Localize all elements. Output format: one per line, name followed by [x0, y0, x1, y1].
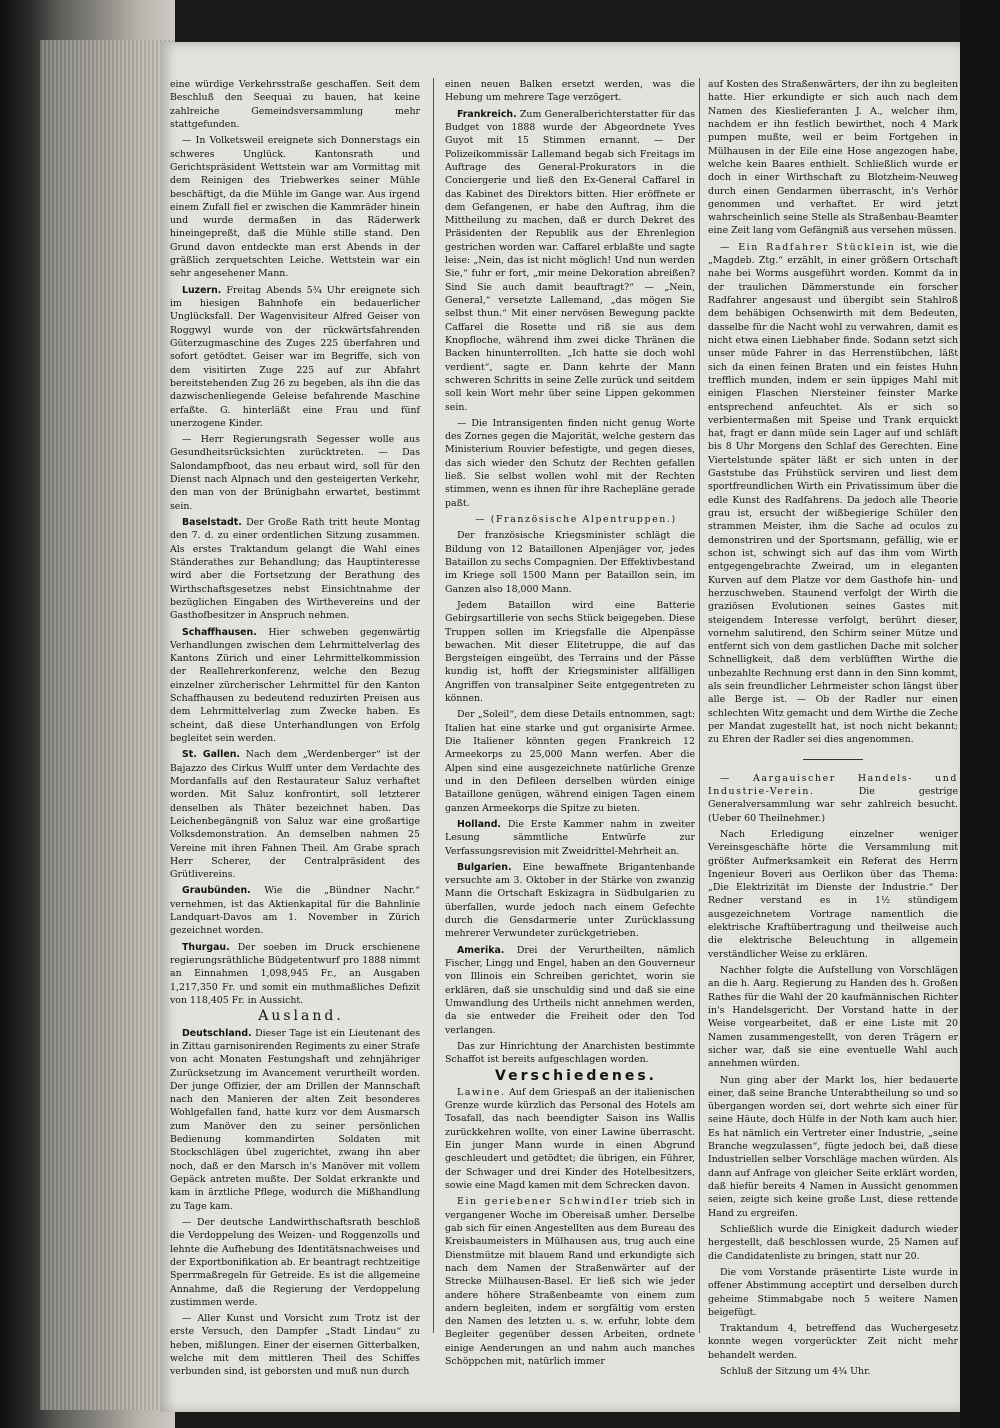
column-1	[170, 78, 420, 1382]
article-text: Dieser Tage ist ein Lieutenant des in Zittau garnisonirenden Regiments zu einer Strafe von acht Monaten Festungshaft und zehnjähriger Zurücksetzung im Avancement verurtheilt worden. Der junge Offizier, der am Drillen der Mannschaft nach den Manieren der alten Zeit besonderes Wohlgefallen fand, hatte kurz vor dem Ausmarsch zum Manöver den zu seiner persönlichen Bedienung kommandirten Soldaten mit Stockschlägen übel zugerichtet, zwang ihn aber noch, daß er den Marsch in's Manöver mit vollem Gepäck antreten mußte. Der Soldat erkrankte und kam in ärztliche Pflege, wodurch die Mißhandlung zu Tage kam.	[170, 1027, 421, 1212]
article-alpentruppen: Der französische Kriegsminister schlägt die Bildung von 12 Bataillonen Alpenjäger vor, jedes Bataillon zu sechs Compagnien. Der Effektivbestand im Kriege soll 1500 Mann per Bataillon sein, im Ganzen also 18,000 Mann.	[445, 530, 695, 595]
article-text: Drei der Verurtheilten, nämlich Fischer, Lingg und Engel, haben an den Gouverneur von Illinois ein Schreiben gerichtet, worin sie erklären, daß sie unschuldig sind und daß sie eine Umwandlung des Urtheils nicht annehmen werden, da sie entweder die Freiheit oder den Tod verlangen.	[445, 944, 695, 1036]
article-luzern	[170, 284, 420, 430]
column-2	[445, 78, 695, 1371]
article-bataillon: Jedem Bataillon wird eine Batterie Gebirgsartillerie von sechs Stück beigegeben. Diese Truppen sollen im Kriegsfalle die Alpenpässe bewachen. Mit dieser Elitetruppe, die auf das Bergsteigen eingeübt, des Terrains und der Pässe kundig ist, hofft der Kriegsminister allfälligen Angriffen von transalpiner Seite entgegentreten zu können.	[445, 599, 695, 705]
article-text: einen neuen Balken ersetzt werden, was die Hebung um mehrere Tage verzögert.	[445, 79, 695, 104]
article-text: ist, wie die „Magdeb. Ztg.“ erzählt, in einer größern Ortschaft nahe bei Worms ausgeführt worden. Kommt da in der traulichen Dämmerstunde ein forscher Radfahrer angesaust und übergibt sein Stahlroß dem behäbigen Ochsenwirth mit dem Bedeuten, dasselbe für die Nacht wohl zu verwahren, damit es nicht etwa einen Liebhaber finde. Sodann setzt sich unser müde Fahrer in das Herrenstübchen, läßt sich da einen feinen Braten und ein feistes Huhn trefflich munden, indem er sein üppiges Mahl mit einigen Flaschen Niersteiner feinster Marke entsprechend anfeuchtet. Als er sich so verbientermaßen mit Speise und Trank erquickt hat, fragt er dann müde sein Lager auf und schläft bis 8 Uhr Morgens den Schlaf des Gerechten. Eine Viertelstunde später läßt er sich unten in der Gaststube das Frühstück serviren und liest dem sportfreundlichen Wirth ein Privatissimum über die edle Kunst des Radfahrens. Da jedoch alle Theorie grau ist, ersucht der wißbegierige Schüler den strammen Meister, ihm die Sache ad oculos zu demonstriren und der Sportsmann, gefällig, wie er schon ist, schwingt sich auf das ihm vom Wirth entgegengebrachte Zweirad, um in eleganten Kurven auf dem Platze vor dem Gasthofe hin- und herzuschweben. Staunend verfolgt der Wirth die graziösen Evolutionen seines Gastes mit steigendem Interesse verfolgt, berührt dieser, vornehm salutirend, den Schirm seiner Mütze und entfernt sich von dem gastlichen Dache mit solcher Schnelligkeit, daß dem verblüfften Wirthe die unbezahlte Rechnung erst dann in den Sinn kommt, als sein freundlicher Lehrmeister schon längst über alle Berge ist. — Ob der Radler nur einen schlechten Witz gemacht und dem Wirthe die Zeche per Mandat zugestellt hat, ist noch nicht bekannt; zu Ehren der Radler sei dies angenommen.	[708, 241, 958, 746]
article-markt: Nun ging aber der Markt los, hier bedauerte einer, daß seine Branche Unterabtheilung so und so übergangen worden sei, dort wehrte sich einer für seine Häute, doch Hülfe in der Noth kam auch hier. Es hat nämlich ein Vertreter einer Industrie, „seine Branche wegzulassen“, fügte jedoch bei, daß diese Industriellen selber Vorschläge machen würden. Als dann auf Anfrage von gleicher Seite erklärt worden, daß hiefür bereits 4 Namen in Aussicht genommen seien, zeigte sich keine große Lust, diese rettende Hand zu ergreifen.	[708, 1074, 958, 1219]
article-lawine	[445, 1086, 695, 1193]
article-deutschland	[170, 1027, 420, 1213]
article-radfahrer	[708, 241, 958, 747]
section-keyword: Bulgarien.	[457, 861, 512, 873]
scan-border	[960, 0, 1000, 1428]
article-segesser: — Herr Regierungsrath Segesser wolle aus Gesundheitsrücksichten zurücktreten. — Das Salondampfboot, das neu erbaut wird, soll für den Dienst nach Alpnach und den gesteigerten Verkehr, den man von der Brünigbahn erwartet, bestimmt sein.	[170, 434, 420, 512]
subheading-alpentruppen: — (Französische Alpentruppen.)	[475, 514, 677, 525]
article-vorschlaege: Nachher folgte die Aufstellung von Vorschlägen an die h. Aarg. Regierung zu Handen des h. Großen Rathes für die Wahl der 20 kaufmännischen Richter in's Handelsgericht. Der Vorstand hatte in der Weise vorgearbeitet, daß er eine Liste mit 20 Namen zusammengestellt, von deren Trägern er sicher war, daß sie eine eventuelle Wahl auch annehmen würden.	[708, 965, 958, 1070]
article-landwirthschaftsrath: — Der deutsche Landwirthschaftsrath beschloß die Verdoppelung des Weizen- und Roggenzolls und lehnte die Aufhebung des Identitätsnachweises und der Exportbonifikation ab. Er beantragt rechtzeitige Sperrmaßregeln für Getreide. Es ist die allgemeine Annahme, daß die Regierung der Verdoppelung zustimmen werde.	[170, 1216, 420, 1308]
section-keyword: Thurgau.	[182, 941, 230, 953]
article-thurgau	[170, 941, 420, 1008]
article-frankreich	[445, 108, 695, 414]
section-keyword: Luzern.	[182, 284, 222, 296]
section-keyword: Graubünden.	[182, 885, 251, 897]
article-handelsverein	[708, 772, 958, 825]
section-keyword: Frankreich.	[457, 108, 517, 120]
article-text: Die Erste Kammer nahm in zweiter Lesung sämmtliche Entwürfe zur Verfassungsrevision mit Zweidrittel-Mehrheit an.	[445, 818, 696, 857]
column-rule	[433, 78, 434, 1333]
section-keyword: Schaffhausen.	[182, 626, 257, 638]
article-volketsweil: — In Volketsweil ereignete sich Donnerstags ein schweres Unglück. Kantonsrath und Gerichtspräsident Wettstein war am Vormittag mit dem Reinigen des Triebwerkes seiner Mühle beschäftigt, da die Mühle im Gange war. Aus irgend einem Zufall fiel er zwischen die Kammräder hinein und wurde dermaßen in das Räderwerk hineingepreßt, daß die Mühle stille stand. Den Grund davon entdeckte man erst Abends in der gräßlich zerquetschten Leiche. Wettstein war ein sehr angesehener Mann.	[170, 135, 420, 280]
article-text: Freitag Abends 5¾ Uhr ereignete sich im hiesigen Bahnhofe ein bedauerlicher Unglücksfall. Der Wagenvisiteur Alfred Geiser von Roggwyl wurde von der rückwärtsfahrenden Güterzugmaschine des Zuges 225 überfahren und sofort getödtet. Geiser war im Begriffe, sich von dem visitirten Zuge 225 auf zur Abfahrt bereitstehenden Zug 26 zu begeben, als ihn die das dazwischenliegende Geleise befahrende Maschine erfaßte. G. hinterläßt eine Frau und fünf unerzogene Kinder.	[170, 284, 420, 429]
article-intransigenten: — Die Intransigenten finden nicht genug Worte des Zornes gegen die Majorität, welche gestern das Ministerium Rouvier befestigte, und gegen dieses, das sich wieder den Schutz der Rechten gefallen ließ. Sie selbst wollen wohl mit der Rechten stimmen, wenn es ihnen für ihre Rachepläne gerade paßt.	[445, 417, 695, 509]
article-soleil: Der „Soleil“, dem diese Details entnommen, sagt: Italien hat eine starke und gut organisirte Armee. Die Italiener könnten gegen Frankreich 12 Armeekorps zu 25,000 Mann werfen. Aber die Alpen sind eine ausgezeichnete natürliche Grenze und in den Defileen derselben würden einige Bataillone genügen, während einigen Tagen einem ganzen Armeekorps die Spitze zu bieten.	[445, 709, 695, 814]
article-text: Auf dem Griespaß an der italienischen Grenze wurde kürzlich das Personal des Hotels am Tosafall, das nach beendigter Saison ins Wallis zurückkehren wollte, von einer Lawine überrascht. Ein junger Mann wurde in einen Abgrund geschleudert und getödtet; die übrigen, ein Führer, der Schwager und drei Kinder des Hotelbesitzers, sowie eine Magd kamen mit dem Schrecken davon.	[445, 1086, 696, 1191]
article-text: Eine bewaffnete Brigantenbande versuchte am 3. Oktober in der Stärke von zwanzig Mann die Ortschaft Eskizagra in Südbulgarien zu überfallen, wurde jedoch nach einem Gefechte durch die Gensdarmerie unter Zurücklassung mehrerer Verwundeter zurückgetrieben.	[445, 861, 695, 940]
article-liste: Die vom Vorstande präsentirte Liste wurde in offener Abstimmung acceptirt und derselben durch geheime Stimmabgabe noch 5 weitere Namen beigefügt.	[708, 1266, 958, 1318]
article-basel	[170, 516, 420, 623]
article-amerika	[445, 944, 695, 1037]
article-text: eine würdige Verkehrsstraße geschaffen. Seit dem Beschluß den Seequai zu bauen, hat keine zahlreiche Gemeindsversammlung mehr stattgefunden.	[170, 79, 420, 130]
section-keyword: Lawine.	[457, 1086, 506, 1098]
section-keyword: Baselstadt.	[182, 517, 242, 528]
article-text: trieb sich in vergangener Woche im Obereisaß umher. Derselbe gab sich für einen Angestellten aus dem Bureau des Kreisbaumeisters in Mülhausen aus, trug auch eine Dienstmütze mit blauem Rand und erkundigte sich nach dem Namen der Straßenwärter auf der Strecke Mülhausen-Basel. Er ließ sich wie jeder andere höhere Straßenbeamte von einem zum andern begleiten, indem er sorgfältig vom ersten den Namen des letzten u. s. w. erfuhr, lobte dem Begleiter gegenüber dessen Arbeiten, ordnete einige Aenderungen an und nahm auch manches Schöppchen mit, natürlich immer	[445, 1196, 695, 1368]
article-bulgarien	[445, 861, 695, 941]
section-heading-ausland: Ausland.	[258, 1008, 344, 1025]
page-edges	[40, 40, 175, 1410]
article-text: Die gestrige Generalversammlung war sehr zahlreich besucht. (Ueber 60 Theilnehmer.)	[708, 785, 959, 824]
article-referat: Nach Erledigung einzelner weniger Vereinsgeschäfte hörte die Versammlung mit größter Aufmerksamkeit ein Referat des Herrn Ingenieur Boveri aus Oerlikon über das Thema: „Die Elektrizität im Dienste der Industrie.“ Der Redner verstand es in 1½ stündigem ausgezeichnetem Vortrage namentlich die elektrische Kraftübertragung und theilweise auch die elektrische Beleuchtung in allgemein verständlicher Weise zu erklären.	[708, 828, 958, 960]
article-text: Nach dem „Werdenberger“ ist der Bajazzo des Cirkus Wulff unter dem Verdachte des Mordanfalls auf den Restaurateur Saluz verhaftet worden. Mit Saluz konfrontirt, soll letzterer denselben als Thäter bezeichnet haben. Das Leichenbegängniß von Saluz war eine großartige Volksdemonstration. An demselben nahmen 25 Vereine mit ihren Fahnen Theil. Am Grabe sprach Herr Scherer, der Centralpräsident des Grütlivereins.	[170, 749, 420, 881]
column-rule	[699, 78, 700, 1333]
section-keyword: Holland.	[457, 818, 501, 830]
section-keyword: Ein geriebener Schwindler	[457, 1196, 629, 1208]
article-holland	[445, 818, 695, 858]
article-anarchisten: Das zur Hinrichtung der Anarchisten bestimmte Schaffot ist bereits aufgeschlagen worden.	[445, 1040, 695, 1066]
section-keyword: Amerika.	[457, 944, 505, 956]
section-divider	[803, 759, 863, 760]
column-3	[708, 78, 958, 1381]
article-text: Der soeben im Druck erschienene regierungsräthliche Büdgetentwurf pro 1888 nimmt an Einnahmen 1,098,945 Fr., an Ausgaben 1,217,350 Fr. und somit ein muthmaßliches Defizit von 118,405 Fr. in Aussicht.	[170, 941, 420, 1006]
section-keyword: Deutschland.	[182, 1027, 252, 1039]
section-keyword: — Aargauischer Handels- und Industrie-Verein.	[708, 772, 958, 797]
section-keyword: St. Gallen.	[182, 749, 240, 761]
article-text: Der Große Rath tritt heute Montag den 7. d. zu einer ordentlichen Sitzung zusammen. Als erstes Traktandum gelangt die Wahl eines Ständerathes zur Behandlung; das Hauptinteresse wird aber die Fortsetzung der Berathung des Wirthschaftsgesetzes nebst Einsichtnahme der bezüglichen Eingaben des Wirthevereins und der Gasthofbesitzer in Anspruch nehmen.	[170, 517, 420, 622]
section-heading-verschiedenes: Verschiedenes.	[495, 1067, 657, 1084]
article-schluss: Schluß der Sitzung um 4¾ Uhr.	[720, 1366, 871, 1378]
article-schaffhausen	[170, 626, 420, 746]
article-st-gallen	[170, 748, 420, 881]
article-stadt-lindau: — Aller Kunst und Vorsicht zum Trotz ist der erste Versuch, den Dampfer „Stadt Lindau“ zu heben, mißlungen. Einer der eisernen Gitterbalken, welche mit dem mittleren Theil des Schiffes verbunden sind, ist geborsten und muß nun durch	[170, 1313, 420, 1378]
article-traktandum: Traktandum 4, betreffend das Wuchergesetz konnte wegen vorgerückter Zeit nicht mehr behandelt werden.	[708, 1323, 958, 1361]
article-text: auf Kosten des Straßenwärters, der ihn zu begleiten hatte. Hier erkundigte er sich auch nach dem Namen des Kieslieferanten J. A., welcher ihm, nachdem er ihn festlich bewirthet, noch 4 Mark pumpen mußte, weil er beim Fortgehen in Mülhausen in der Eile eine Hose angezogen habe, welche kein Baares enthielt. Schließlich wurde er doch in einer Wirthschaft zu Blotzheim-Neuweg durch einen Gendarmen überrascht, in's Verhör genommen und verhaftet. Er wird jetzt wahrscheinlich seine Stelle als Straßenbau-Beamter eine Zeit lang vom Gefängniß aus versehen müssen.	[708, 79, 958, 237]
section-keyword: — Ein Radfahrer Stücklein	[720, 241, 896, 253]
article-graubuenden	[170, 884, 420, 937]
article-schwindler	[445, 1195, 695, 1368]
article-text: Wie die „Bündner Nachr.“ vernehmen, ist das Aktienkapital für die Bahnlinie Landquart-Davos am 1. November in Zürich gezeichnet worden.	[170, 885, 420, 937]
article-einigkeit: Schließlich wurde die Einigkeit dadurch wieder hergestellt, daß beschlossen wurde, 25 Namen auf die Candidatenliste zu bringen, statt nur 20.	[708, 1223, 958, 1262]
article-text: Hier schweben gegenwärtig Verhandlungen zwischen dem Lehrmittelverlag des Kantons Zürich und einer Lehrmittelkommission der Reallehrerkonferenz, welche den Bezug einzelner zürcherischer Lehrmittel für den Kanton Schaffhausen zu bedeutend reduzirten Preisen aus dem Lehrmittelverlag zum Zwecke haben. Es scheint, daß diese Unterhandlungen von Erfolg begleitet sein werden.	[170, 626, 420, 744]
article-text: Zum Generalberichterstatter für das Budget von 1888 wurde der Abgeordnete Yves Guyot mit 15 Stimmen ernannt. — Der Polizeikommissär Lallemand begab sich Freitags im Auftrage des General-Prokurators in die Conciergerie und ließ den Ex-General Caffarel in das Kabinet des Direktors bitten. Hier eröffnete er dem Gefangenen, er habe den Auftrag, ihm die Mittheilung zu machen, daß er durch Dekret des Präsidenten der Republik aus der Ehrenlegion gestrichen worden war. Caffarel erblaßte und sagte leise: „Nein, das ist nicht möglich! Und nun werden Sie,“ fuhr er fort, „mir meine Dekoration abreißen? Sind Sie auch damit beauftragt?“ — „Nein, General,“ versetzte Lallemand, „das mögen Sie selbst thun.“ Mit einer nervösen Bewegung packte Caffarel die Rosette und riß sie aus dem Knopfloche, während ihm zwei dicke Thränen die Backen hinunterrollten. „Ich hatte sie doch wohl verdient“, sagte er. Dann kehrte der Mann schweren Schritts in seine Zelle zurück und seitdem soll kein Wort mehr über seine Lippen gekommen sein.	[445, 108, 696, 413]
